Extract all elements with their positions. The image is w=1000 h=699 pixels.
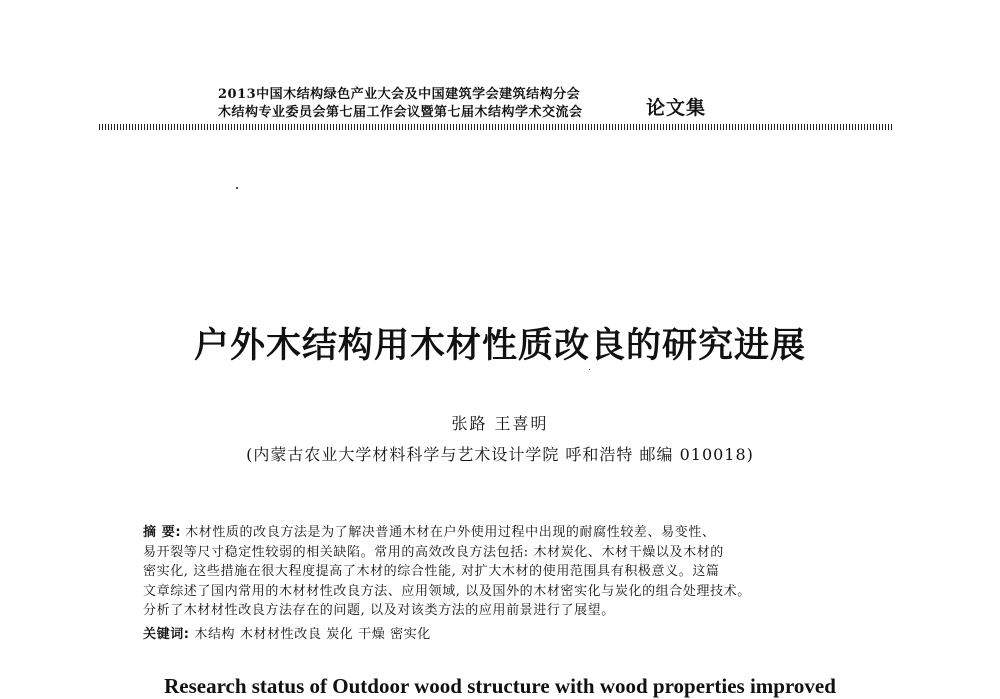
paper-affiliation: (内蒙古农业大学材料科学与艺术设计学院 呼和浩特 邮编 010018) — [246, 445, 754, 464]
abstract-text: 木材性质的改良方法是为了解决普通木材在户外使用过程中出现的耐腐性较差、易变性、 — [185, 525, 716, 540]
running-header — [218, 86, 718, 122]
abstract-line: 密实化, 这些措施在很大程度提高了木材的综合性能, 对扩大木材的使用范围具有积极意义。这篇 — [143, 564, 720, 579]
abstract-line: 分析了木材材性改良方法存在的问题, 以及对该类方法的应用前景进行了展望。 — [143, 603, 615, 618]
abstract-line: 易开裂等尺寸稳定性较弱的相关缺陷。常用的高效改良方法包括: 木材炭化、木材干燥以及木材的 — [143, 544, 724, 560]
abstract-line: 文章综述了国内常用的木材材性改良方法、应用领域, 以及国外的木材密实化与炭化的组合处理技术。 — [143, 583, 751, 599]
keywords-label: 关键词: — [143, 627, 190, 642]
scan-speck — [589, 369, 590, 370]
running-header-tag: 论文集 — [646, 97, 707, 119]
keywords-text: 木结构 木材材性改良 炭化 干燥 密实化 — [194, 627, 431, 642]
running-header-line-1: 2013中国木结构绿色产业大会及中国建筑学会建筑结构分会 — [218, 87, 581, 102]
abstract-label: 摘 要: — [143, 525, 182, 540]
scan-speck — [236, 187, 238, 189]
paper-authors: 张路 王喜明 — [451, 414, 549, 433]
paper-title: 户外木结构用木材性质改良的研究进展 — [193, 326, 806, 366]
header-rule — [99, 124, 893, 130]
abstract — [143, 523, 859, 621]
keywords — [143, 623, 431, 642]
abstract-line — [143, 523, 859, 543]
paper-title-english: Research status of Outdoor wood structure with wood properties improved — [164, 674, 836, 698]
running-header-line-2: 木结构专业委员会第七届工作会议暨第七届木结构学术交流会 — [218, 105, 583, 120]
